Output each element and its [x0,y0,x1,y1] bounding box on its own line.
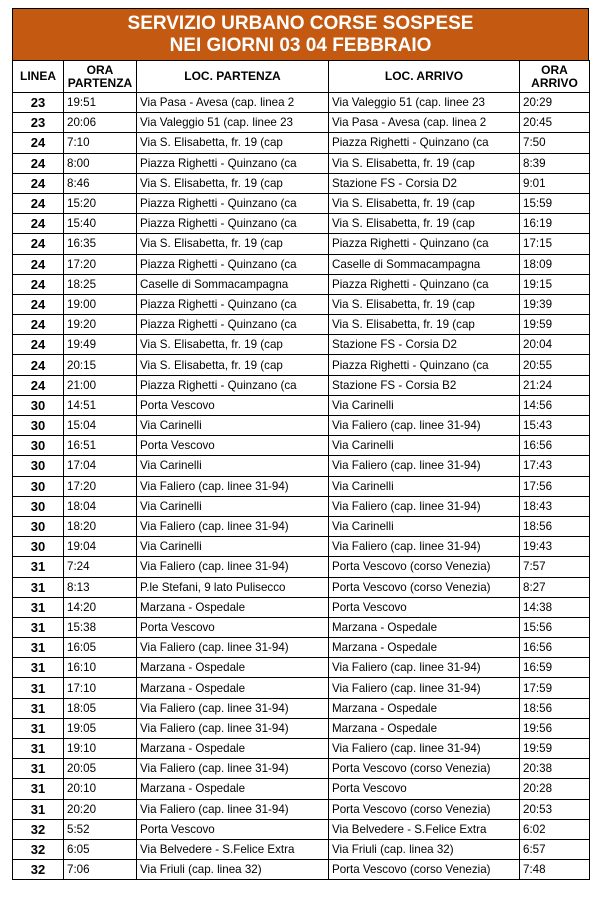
table-row [13,315,590,335]
ora-arrivo-cell: 17:56 [520,476,590,496]
linea-cell: 24 [13,294,64,314]
table-row [13,617,590,637]
linea-cell: 24 [13,355,64,375]
ora-arrivo-cell: 20:55 [520,355,590,375]
header-linea: LINEA [13,61,64,93]
loc-arrivo-cell: Marzana - Ospedale [329,698,520,718]
ora-partenza-cell: 8:00 [64,153,137,173]
ora-arrivo-cell: 7:48 [520,860,590,880]
ora-partenza-cell: 21:00 [64,375,137,395]
table-row [13,678,590,698]
ora-partenza-cell: 20:20 [64,799,137,819]
ora-arrivo-cell: 17:43 [520,456,590,476]
ora-arrivo-cell: 7:50 [520,133,590,153]
ora-partenza-cell: 16:10 [64,658,137,678]
linea-cell: 23 [13,93,64,113]
ora-partenza-cell: 18:04 [64,496,137,516]
header-ora-partenza: ORA PARTENZA [64,61,137,93]
linea-cell: 31 [13,799,64,819]
table-row [13,860,590,880]
table-row [13,537,590,557]
table-row [13,476,590,496]
ora-partenza-cell: 17:10 [64,678,137,698]
linea-cell: 31 [13,739,64,759]
ora-arrivo-cell: 15:56 [520,617,590,637]
loc-arrivo-cell: Via Valeggio 51 (cap. linee 23 [329,93,520,113]
ora-arrivo-cell: 14:56 [520,395,590,415]
linea-cell: 31 [13,678,64,698]
ora-partenza-cell: 16:51 [64,436,137,456]
loc-arrivo-cell: Via Pasa - Avesa (cap. linea 2 [329,113,520,133]
loc-arrivo-cell: Via Faliero (cap. linee 31-94) [329,678,520,698]
table-row [13,214,590,234]
linea-cell: 31 [13,557,64,577]
linea-cell: 31 [13,759,64,779]
ora-arrivo-cell: 15:43 [520,416,590,436]
loc-partenza-cell: Via Faliero (cap. linee 31-94) [137,516,329,536]
ora-partenza-cell: 14:20 [64,597,137,617]
table-row [13,779,590,799]
ora-partenza-cell: 7:24 [64,557,137,577]
title-line-1: SERVIZIO URBANO CORSE SOSPESE [127,13,474,34]
ora-arrivo-cell: 18:43 [520,496,590,516]
loc-partenza-cell: Piazza Righetti - Quinzano (ca [137,214,329,234]
linea-cell: 31 [13,617,64,637]
linea-cell: 24 [13,315,64,335]
loc-arrivo-cell: Porta Vescovo (corso Venezia) [329,759,520,779]
loc-partenza-cell: Caselle di Sommacampagna [137,274,329,294]
loc-partenza-cell: Via Faliero (cap. linee 31-94) [137,759,329,779]
ora-arrivo-cell: 15:59 [520,193,590,213]
table-row [13,436,590,456]
ora-arrivo-cell: 8:27 [520,577,590,597]
table-row [13,819,590,839]
loc-partenza-cell: Piazza Righetti - Quinzano (ca [137,294,329,314]
loc-arrivo-cell: Stazione FS - Corsia D2 [329,335,520,355]
table-row [13,739,590,759]
loc-arrivo-cell: Porta Vescovo [329,597,520,617]
header-ora-arrivo: ORA ARRIVO [520,61,590,93]
table-row [13,456,590,476]
loc-partenza-cell: Via Carinelli [137,537,329,557]
loc-arrivo-cell: Via Faliero (cap. linee 31-94) [329,739,520,759]
ora-partenza-cell: 20:06 [64,113,137,133]
ora-arrivo-cell: 20:45 [520,113,590,133]
ora-arrivo-cell: 19:15 [520,274,590,294]
ora-arrivo-cell: 20:28 [520,779,590,799]
loc-partenza-cell: Marzana - Ospedale [137,597,329,617]
linea-cell: 24 [13,234,64,254]
linea-cell: 31 [13,597,64,617]
ora-partenza-cell: 19:00 [64,294,137,314]
ora-partenza-cell: 18:25 [64,274,137,294]
loc-partenza-cell: Via Belvedere - S.Felice Extra [137,839,329,859]
ora-partenza-cell: 8:13 [64,577,137,597]
ora-arrivo-cell: 18:56 [520,516,590,536]
ora-partenza-cell: 15:04 [64,416,137,436]
linea-cell: 32 [13,860,64,880]
ora-partenza-cell: 6:05 [64,839,137,859]
linea-cell: 30 [13,456,64,476]
loc-arrivo-cell: Via S. Elisabetta, fr. 19 (cap [329,193,520,213]
loc-partenza-cell: Piazza Righetti - Quinzano (ca [137,375,329,395]
ora-partenza-cell: 15:40 [64,214,137,234]
linea-cell: 23 [13,113,64,133]
loc-partenza-cell: Via Pasa - Avesa (cap. linea 2 [137,93,329,113]
ora-partenza-cell: 15:38 [64,617,137,637]
table-row [13,133,590,153]
loc-arrivo-cell: Porta Vescovo (corso Venezia) [329,860,520,880]
header-row [13,61,590,93]
linea-cell: 30 [13,516,64,536]
table-row [13,193,590,213]
loc-arrivo-cell: Via Faliero (cap. linee 31-94) [329,496,520,516]
ora-partenza-cell: 20:15 [64,355,137,375]
linea-cell: 24 [13,173,64,193]
ora-arrivo-cell: 18:09 [520,254,590,274]
linea-cell: 30 [13,416,64,436]
loc-arrivo-cell: Stazione FS - Corsia D2 [329,173,520,193]
ora-arrivo-cell: 16:56 [520,638,590,658]
table-row [13,718,590,738]
linea-cell: 30 [13,395,64,415]
ora-partenza-cell: 16:05 [64,638,137,658]
table-row [13,335,590,355]
linea-cell: 32 [13,819,64,839]
loc-partenza-cell: Marzana - Ospedale [137,678,329,698]
table-row [13,173,590,193]
loc-partenza-cell: Marzana - Ospedale [137,658,329,678]
table-row [13,113,590,133]
linea-cell: 24 [13,335,64,355]
loc-arrivo-cell: Marzana - Ospedale [329,638,520,658]
loc-arrivo-cell: Via Carinelli [329,516,520,536]
header-loc-partenza: LOC. PARTENZA [137,61,329,93]
ora-arrivo-cell: 8:39 [520,153,590,173]
loc-partenza-cell: Via S. Elisabetta, fr. 19 (cap [137,173,329,193]
loc-partenza-cell: Porta Vescovo [137,395,329,415]
loc-arrivo-cell: Via Carinelli [329,436,520,456]
table-row [13,557,590,577]
loc-arrivo-cell: Marzana - Ospedale [329,617,520,637]
loc-partenza-cell: Piazza Righetti - Quinzano (ca [137,193,329,213]
ora-partenza-cell: 19:10 [64,739,137,759]
loc-arrivo-cell: Porta Vescovo (corso Venezia) [329,799,520,819]
loc-arrivo-cell: Via Carinelli [329,395,520,415]
ora-partenza-cell: 20:10 [64,779,137,799]
ora-arrivo-cell: 9:01 [520,173,590,193]
schedule-body [13,93,590,880]
ora-partenza-cell: 19:49 [64,335,137,355]
loc-arrivo-cell: Caselle di Sommacampagna [329,254,520,274]
ora-arrivo-cell: 20:53 [520,799,590,819]
title-line-2: NEI GIORNI 03 04 FEBBRAIO [169,35,432,56]
table-row [13,799,590,819]
table-row [13,375,590,395]
loc-arrivo-cell: Stazione FS - Corsia B2 [329,375,520,395]
table-row [13,355,590,375]
ora-partenza-cell: 17:04 [64,456,137,476]
ora-arrivo-cell: 6:57 [520,839,590,859]
ora-arrivo-cell: 14:38 [520,597,590,617]
schedule-sheet [12,8,589,880]
loc-partenza-cell: Via Faliero (cap. linee 31-94) [137,718,329,738]
ora-arrivo-cell: 17:59 [520,678,590,698]
table-row [13,496,590,516]
ora-arrivo-cell: 7:57 [520,557,590,577]
linea-cell: 24 [13,274,64,294]
ora-arrivo-cell: 20:38 [520,759,590,779]
ora-arrivo-cell: 21:24 [520,375,590,395]
loc-arrivo-cell: Porta Vescovo (corso Venezia) [329,557,520,577]
ora-partenza-cell: 19:05 [64,718,137,738]
loc-arrivo-cell: Via Carinelli [329,476,520,496]
loc-partenza-cell: Via Carinelli [137,456,329,476]
table-row [13,759,590,779]
loc-arrivo-cell: Porta Vescovo [329,779,520,799]
loc-arrivo-cell: Piazza Righetti - Quinzano (ca [329,133,520,153]
table-row [13,153,590,173]
schedule-table [12,60,590,880]
page-title [12,8,589,60]
loc-partenza-cell: Via Faliero (cap. linee 31-94) [137,557,329,577]
loc-partenza-cell: P.le Stefani, 9 lato Pulisecco [137,577,329,597]
loc-partenza-cell: Via Friuli (cap. linea 32) [137,860,329,880]
ora-partenza-cell: 7:06 [64,860,137,880]
table-row [13,274,590,294]
ora-partenza-cell: 19:04 [64,537,137,557]
ora-arrivo-cell: 20:04 [520,335,590,355]
ora-arrivo-cell: 18:56 [520,698,590,718]
loc-partenza-cell: Via Faliero (cap. linee 31-94) [137,638,329,658]
ora-partenza-cell: 15:20 [64,193,137,213]
linea-cell: 24 [13,193,64,213]
loc-arrivo-cell: Via S. Elisabetta, fr. 19 (cap [329,315,520,335]
ora-partenza-cell: 7:10 [64,133,137,153]
loc-arrivo-cell: Porta Vescovo (corso Venezia) [329,577,520,597]
linea-cell: 31 [13,779,64,799]
linea-cell: 31 [13,698,64,718]
linea-cell: 31 [13,658,64,678]
ora-arrivo-cell: 19:59 [520,739,590,759]
loc-partenza-cell: Via Valeggio 51 (cap. linee 23 [137,113,329,133]
linea-cell: 24 [13,375,64,395]
linea-cell: 24 [13,254,64,274]
table-row [13,93,590,113]
loc-arrivo-cell: Via Faliero (cap. linee 31-94) [329,456,520,476]
linea-cell: 31 [13,718,64,738]
ora-arrivo-cell: 19:56 [520,718,590,738]
linea-cell: 30 [13,496,64,516]
ora-partenza-cell: 18:20 [64,516,137,536]
loc-arrivo-cell: Via Belvedere - S.Felice Extra [329,819,520,839]
loc-partenza-cell: Via Faliero (cap. linee 31-94) [137,799,329,819]
table-row [13,516,590,536]
loc-partenza-cell: Piazza Righetti - Quinzano (ca [137,254,329,274]
ora-arrivo-cell: 19:59 [520,315,590,335]
loc-partenza-cell: Via Carinelli [137,496,329,516]
ora-partenza-cell: 18:05 [64,698,137,718]
linea-cell: 32 [13,839,64,859]
loc-partenza-cell: Via S. Elisabetta, fr. 19 (cap [137,355,329,375]
table-row [13,234,590,254]
linea-cell: 24 [13,133,64,153]
loc-partenza-cell: Porta Vescovo [137,819,329,839]
table-row [13,577,590,597]
table-row [13,698,590,718]
loc-partenza-cell: Via S. Elisabetta, fr. 19 (cap [137,133,329,153]
loc-partenza-cell: Porta Vescovo [137,436,329,456]
loc-arrivo-cell: Via Friuli (cap. linea 32) [329,839,520,859]
table-row [13,839,590,859]
loc-partenza-cell: Via S. Elisabetta, fr. 19 (cap [137,234,329,254]
ora-partenza-cell: 5:52 [64,819,137,839]
header-loc-arrivo: LOC. ARRIVO [329,61,520,93]
loc-arrivo-cell: Via Faliero (cap. linee 31-94) [329,416,520,436]
loc-arrivo-cell: Piazza Righetti - Quinzano (ca [329,234,520,254]
loc-arrivo-cell: Via Faliero (cap. linee 31-94) [329,537,520,557]
ora-arrivo-cell: 19:43 [520,537,590,557]
linea-cell: 31 [13,638,64,658]
ora-partenza-cell: 19:51 [64,93,137,113]
ora-arrivo-cell: 16:59 [520,658,590,678]
table-row [13,416,590,436]
table-row [13,395,590,415]
linea-cell: 31 [13,577,64,597]
linea-cell: 30 [13,537,64,557]
linea-cell: 24 [13,214,64,234]
ora-partenza-cell: 16:35 [64,234,137,254]
loc-partenza-cell: Via Faliero (cap. linee 31-94) [137,698,329,718]
linea-cell: 30 [13,436,64,456]
loc-arrivo-cell: Via Faliero (cap. linee 31-94) [329,658,520,678]
loc-partenza-cell: Via Faliero (cap. linee 31-94) [137,476,329,496]
loc-arrivo-cell: Piazza Righetti - Quinzano (ca [329,355,520,375]
table-row [13,658,590,678]
loc-arrivo-cell: Via S. Elisabetta, fr. 19 (cap [329,153,520,173]
ora-partenza-cell: 20:05 [64,759,137,779]
ora-arrivo-cell: 16:19 [520,214,590,234]
loc-partenza-cell: Marzana - Ospedale [137,739,329,759]
table-row [13,597,590,617]
ora-arrivo-cell: 6:02 [520,819,590,839]
ora-arrivo-cell: 16:56 [520,436,590,456]
ora-partenza-cell: 8:46 [64,173,137,193]
loc-partenza-cell: Porta Vescovo [137,617,329,637]
loc-partenza-cell: Piazza Righetti - Quinzano (ca [137,153,329,173]
linea-cell: 30 [13,476,64,496]
ora-arrivo-cell: 19:39 [520,294,590,314]
ora-arrivo-cell: 17:15 [520,234,590,254]
ora-partenza-cell: 19:20 [64,315,137,335]
loc-partenza-cell: Marzana - Ospedale [137,779,329,799]
loc-arrivo-cell: Piazza Righetti - Quinzano (ca [329,274,520,294]
loc-partenza-cell: Via S. Elisabetta, fr. 19 (cap [137,335,329,355]
linea-cell: 24 [13,153,64,173]
ora-partenza-cell: 17:20 [64,476,137,496]
table-row [13,254,590,274]
ora-arrivo-cell: 20:29 [520,93,590,113]
loc-partenza-cell: Via Carinelli [137,416,329,436]
ora-partenza-cell: 14:51 [64,395,137,415]
loc-partenza-cell: Piazza Righetti - Quinzano (ca [137,315,329,335]
table-row [13,294,590,314]
loc-arrivo-cell: Via S. Elisabetta, fr. 19 (cap [329,214,520,234]
table-row [13,638,590,658]
ora-partenza-cell: 17:20 [64,254,137,274]
loc-arrivo-cell: Via S. Elisabetta, fr. 19 (cap [329,294,520,314]
loc-arrivo-cell: Marzana - Ospedale [329,718,520,738]
